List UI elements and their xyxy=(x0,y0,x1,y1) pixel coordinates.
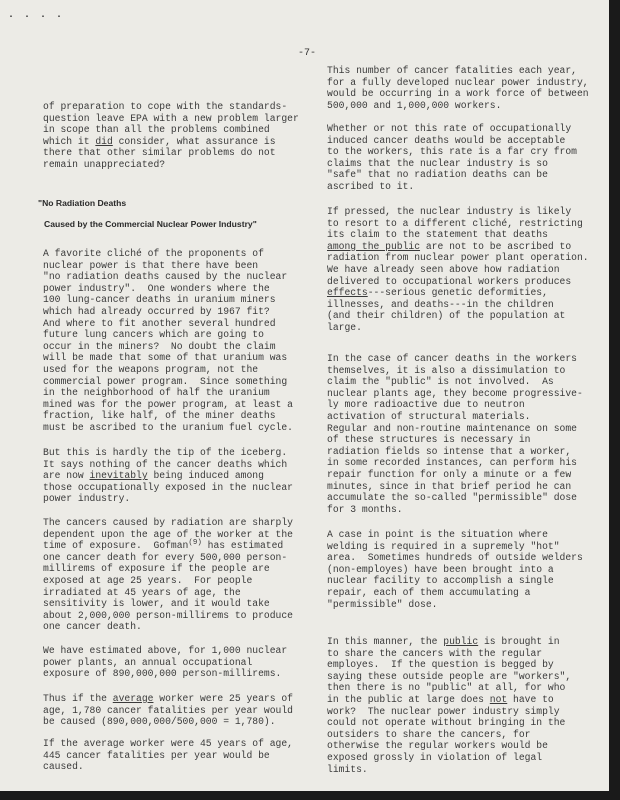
text-line xyxy=(327,399,583,411)
text-segment: If the average worker were 45 years of age, xyxy=(43,738,293,749)
text-line xyxy=(327,492,583,504)
text-segment: in the public at large does xyxy=(327,693,490,705)
text-line xyxy=(327,529,583,541)
text-segment: must be ascribed to the uranium fuel cycle. xyxy=(43,421,293,433)
text-line xyxy=(43,621,293,633)
text-segment: Regular and non-routine maintenance on some xyxy=(327,422,577,434)
text-segment: commercial power program. Since something xyxy=(43,375,288,387)
text-segment: millirems of exposure if the people are xyxy=(43,563,270,575)
text-segment: consider, what assurance is xyxy=(112,135,276,147)
text-segment: which had already occurred by 1967 fit? xyxy=(43,305,270,317)
text-segment: nuclear facility to accomplish a single xyxy=(327,575,554,587)
text-line xyxy=(327,241,589,253)
text-line xyxy=(327,694,571,706)
text-segment: area. Sometimes hundreds of outside welders xyxy=(327,552,583,564)
text-segment: Thus if the xyxy=(43,693,113,704)
text-line xyxy=(327,287,589,299)
text-segment: minutes, since in that brief period he can xyxy=(327,480,572,492)
underlined-text: among the public xyxy=(327,240,421,252)
text-line xyxy=(327,552,583,564)
text-line xyxy=(327,310,589,322)
text-line xyxy=(43,705,293,717)
text-line xyxy=(327,457,583,469)
text-line xyxy=(327,575,583,587)
text-line xyxy=(327,729,571,741)
text-line xyxy=(327,229,589,241)
text-line xyxy=(43,761,293,773)
text-segment: illnesses, and deaths---in the children xyxy=(327,298,554,310)
text-line xyxy=(43,645,287,657)
text-line xyxy=(327,740,571,752)
text-line xyxy=(327,423,583,435)
left-column-paragraph xyxy=(43,738,293,773)
corner-marks: . . . . xyxy=(8,10,65,21)
text-segment: nuclear power is that there have been xyxy=(43,259,259,271)
text-segment: repair, each of them accumulating a xyxy=(327,586,531,598)
text-segment: age, 1,780 cancer fatalities per year would xyxy=(43,704,293,716)
text-line xyxy=(43,750,293,762)
text-line xyxy=(43,113,299,125)
text-segment: If pressed, the nuclear industry is likely xyxy=(327,206,572,217)
text-line xyxy=(43,136,299,148)
text-line xyxy=(327,123,577,135)
text-segment: time of exposure. Gofman xyxy=(43,540,189,552)
text-line xyxy=(43,101,299,113)
text-segment: A favorite cliché of the proponents of xyxy=(43,248,264,259)
text-segment: ---serious genetic deformities, xyxy=(367,287,548,299)
text-segment: claim the "public" is not involved. As xyxy=(327,376,554,388)
text-segment: "no radiation deaths caused by the nuclear xyxy=(43,271,288,283)
text-segment: about 2,000,000 person-millirems to produce xyxy=(43,609,293,621)
text-segment: claims that the nuclear industry is so xyxy=(327,157,548,169)
text-segment: (and their children) of the population at xyxy=(327,310,566,322)
text-line xyxy=(327,469,583,481)
text-segment: "safe" that no radiation deaths can be xyxy=(327,169,548,181)
text-segment: to share the cancers with the regular xyxy=(327,647,543,659)
text-segment: ascribed to it. xyxy=(327,180,415,192)
text-segment: ly more radioactive due to neutron xyxy=(327,399,525,411)
underlined-text: effects xyxy=(327,287,368,299)
text-line xyxy=(327,252,589,264)
text-line xyxy=(327,218,589,230)
text-segment: one cancer death for every 500,000 person- xyxy=(43,551,288,563)
text-line xyxy=(43,587,293,599)
left-column-paragraph xyxy=(43,447,293,505)
text-segment: We have estimated above, for 1,000 nuclear xyxy=(43,645,288,656)
text-segment: irradiated at 45 years of age, the xyxy=(43,586,241,598)
text-line xyxy=(43,260,293,272)
text-line xyxy=(43,598,293,610)
text-segment: We have already seen above how radiation xyxy=(327,263,560,275)
text-line xyxy=(43,575,293,587)
text-line xyxy=(43,352,293,364)
text-segment: outsiders to share the cancers, for xyxy=(327,728,531,740)
text-segment: 100 lung-cancer deaths in uranium miners xyxy=(43,294,276,306)
section-heading-line-2: Caused by the Commercial Nuclear Power Industry" xyxy=(44,219,257,229)
text-segment: have to xyxy=(507,693,554,705)
text-segment: This number of cancer fatalities each year, xyxy=(327,65,577,76)
text-segment: Whether or not this rate of occupationally xyxy=(327,123,572,134)
text-line xyxy=(43,341,293,353)
text-line xyxy=(327,135,577,147)
text-segment: fraction, like half, of the miner deaths xyxy=(43,410,276,422)
text-line xyxy=(43,493,293,505)
page-number: -7- xyxy=(298,48,317,59)
text-line xyxy=(327,636,571,648)
text-segment: of these structures is necessary in xyxy=(327,434,531,446)
text-line xyxy=(327,587,583,599)
text-segment: It says nothing of the cancer deaths which xyxy=(43,458,288,470)
text-line xyxy=(43,716,293,728)
text-segment: nuclear plants age, they become progressive- xyxy=(327,387,583,399)
text-line xyxy=(327,158,577,170)
text-segment: would be occurring in a work force of between xyxy=(327,88,589,100)
text-segment: exposed at age 25 years. For people xyxy=(43,574,253,586)
footnote-reference: (9) xyxy=(188,539,202,548)
text-segment: activation of structural materials. xyxy=(327,410,531,422)
text-segment: being induced among xyxy=(147,470,264,482)
text-segment: one cancer death. xyxy=(43,621,142,633)
text-segment: A case in point is the situation where xyxy=(327,529,548,540)
text-segment: then there is no "public" at all, for who xyxy=(327,682,566,694)
text-line xyxy=(327,146,577,158)
text-segment: In the case of cancer deaths in the workers xyxy=(327,353,577,364)
text-segment: in the neighborhood of half the uranium xyxy=(43,387,270,399)
text-segment: question leave EPA with a new problem larger xyxy=(43,112,299,124)
left-column-paragraph xyxy=(43,101,299,171)
text-segment: The cancers caused by radiation are sharply xyxy=(43,517,293,528)
text-line xyxy=(327,717,571,729)
underlined-text: public xyxy=(443,636,479,647)
text-segment: caused. xyxy=(43,761,84,773)
text-line xyxy=(327,100,589,112)
text-line xyxy=(43,552,293,564)
text-line xyxy=(327,446,583,458)
text-line xyxy=(327,481,583,493)
text-segment: induced cancer deaths would be acceptable xyxy=(327,134,566,146)
section-heading-line-1: "No Radiation Deaths xyxy=(38,198,127,208)
text-segment: radiation from nuclear power plant operation. xyxy=(327,252,589,264)
text-segment: In this manner, the xyxy=(327,636,444,647)
text-segment: in scope than all the problems combined xyxy=(43,124,270,136)
text-segment: remain unappreciated? xyxy=(43,158,166,170)
text-line xyxy=(43,482,293,494)
text-segment: welding is required in a supremely "hot" xyxy=(327,540,560,552)
text-segment: 500,000 and 1,000,000 workers. xyxy=(327,99,502,111)
text-segment: sensitivity is lower, and it would take xyxy=(43,598,270,610)
text-segment: future lung cancers which are going to xyxy=(43,329,264,341)
text-line xyxy=(43,529,293,541)
left-column-paragraph xyxy=(43,517,293,633)
text-line xyxy=(43,517,293,529)
text-line xyxy=(327,264,589,276)
text-line xyxy=(327,88,589,100)
text-line xyxy=(327,77,589,89)
text-line xyxy=(43,294,293,306)
text-line xyxy=(43,540,293,552)
left-column-paragraph xyxy=(43,248,293,434)
text-line xyxy=(43,610,293,622)
text-line xyxy=(43,693,293,705)
text-line xyxy=(43,399,293,411)
text-segment: accumulate the so-called "permissible" dose xyxy=(327,492,577,504)
text-line xyxy=(327,181,577,193)
text-line xyxy=(43,470,293,482)
text-line xyxy=(327,648,571,660)
text-segment: 445 cancer fatalities per year would be xyxy=(43,749,270,761)
text-segment: radiation fields so intense that a worker, xyxy=(327,445,572,457)
text-line xyxy=(43,422,293,434)
text-line xyxy=(43,364,293,376)
right-column-paragraph xyxy=(327,529,583,610)
text-segment: large. xyxy=(327,321,362,333)
text-line xyxy=(43,657,287,669)
text-line xyxy=(327,365,583,377)
right-column-paragraph xyxy=(327,206,589,334)
text-segment: "permissible" dose. xyxy=(327,598,438,610)
text-segment: has estimated xyxy=(201,540,284,552)
right-column-paragraph xyxy=(327,123,577,193)
text-segment: for a fully developed nuclear power industry, xyxy=(327,76,589,88)
text-line xyxy=(327,388,583,400)
text-line xyxy=(327,671,571,683)
text-segment: will be made that some of that uranium was xyxy=(43,352,288,364)
text-segment: And where to fit another several hundred xyxy=(43,317,276,329)
text-line xyxy=(327,65,589,77)
text-segment: work? The nuclear power industry simply xyxy=(327,705,560,717)
text-line xyxy=(43,410,293,422)
text-line xyxy=(327,169,577,181)
text-line xyxy=(43,124,299,136)
text-line xyxy=(43,329,293,341)
text-segment: limits. xyxy=(327,763,368,775)
text-segment: themselves, it is also a dissimulation to xyxy=(327,364,566,376)
text-segment: power industry. xyxy=(43,493,131,505)
text-line xyxy=(327,752,571,764)
text-segment: dependent upon the age of the worker at the xyxy=(43,528,293,540)
text-segment: saying these outside people are "workers", xyxy=(327,670,572,682)
text-line xyxy=(327,299,589,311)
text-segment: repair function for only a minute or a few xyxy=(327,468,572,480)
text-segment: But this is hardly the tip of the iceberg. xyxy=(43,447,288,458)
text-line xyxy=(43,387,293,399)
text-line xyxy=(43,668,287,680)
text-segment: are now xyxy=(43,470,90,482)
right-column-paragraph xyxy=(327,636,571,775)
underlined-text: not xyxy=(489,693,508,705)
text-line xyxy=(43,459,293,471)
text-line xyxy=(327,682,571,694)
text-segment: are not to be ascribed to xyxy=(420,240,572,252)
text-line xyxy=(43,283,293,295)
text-segment: worker were 25 years of xyxy=(153,693,293,704)
text-segment: could not operate without bringing in the xyxy=(327,717,566,729)
text-line xyxy=(327,376,583,388)
text-segment: delivered to occupational workers produces xyxy=(327,275,572,287)
text-line xyxy=(327,564,583,576)
text-segment: mined was for the power program, at least a xyxy=(43,398,293,410)
left-column-paragraph xyxy=(43,693,293,728)
right-column-paragraph xyxy=(327,353,583,515)
text-line xyxy=(327,541,583,553)
text-line xyxy=(327,599,583,611)
text-line xyxy=(43,306,293,318)
text-line xyxy=(43,738,293,750)
right-column-paragraph xyxy=(327,65,589,111)
text-segment: be caused (890,000,000/500,000 = 1,780). xyxy=(43,716,276,728)
text-line xyxy=(327,322,589,334)
text-line xyxy=(327,411,583,423)
text-line xyxy=(327,276,589,288)
text-line xyxy=(327,353,583,365)
text-line xyxy=(43,447,293,459)
text-line xyxy=(43,563,293,575)
text-segment: for 3 months. xyxy=(327,503,403,515)
text-segment: which it xyxy=(43,135,96,147)
text-segment: occur in the miners? No doubt the claim xyxy=(43,340,276,352)
text-line xyxy=(43,318,293,330)
text-segment: there that other similar problems do not xyxy=(43,147,276,159)
text-segment: exposed grossly in violation of legal xyxy=(327,751,543,763)
text-segment: those occupationally exposed in the nuclear xyxy=(43,481,293,493)
text-segment: used for the weapons program, not the xyxy=(43,363,259,375)
text-line xyxy=(43,248,293,260)
text-line xyxy=(43,159,299,171)
text-line xyxy=(327,206,589,218)
text-segment: its claim to the statement that deaths xyxy=(327,229,548,241)
underlined-text: inevitably xyxy=(89,470,148,482)
text-segment: in some recorded instances, can perform his xyxy=(327,457,577,469)
text-segment: (non-employes) have been brought into a xyxy=(327,563,554,575)
text-segment: of preparation to cope with the standards- xyxy=(43,101,288,112)
text-segment: exposure of 890,000,000 person-millirems. xyxy=(43,668,282,680)
text-segment: to the workers, this rate is a far cry from xyxy=(327,146,577,158)
text-line xyxy=(327,659,571,671)
text-segment: power plants, an annual occupational xyxy=(43,656,253,668)
text-line xyxy=(327,504,583,516)
left-column-paragraph xyxy=(43,645,287,680)
text-segment: is brought in xyxy=(478,636,560,647)
text-line xyxy=(43,271,293,283)
text-line xyxy=(327,764,571,776)
text-line xyxy=(43,147,299,159)
text-line xyxy=(327,706,571,718)
text-segment: employes. If the question is begged by xyxy=(327,659,554,671)
text-segment: power industry". One wonders where the xyxy=(43,282,270,294)
text-line xyxy=(43,376,293,388)
text-segment: otherwise the regular workers would be xyxy=(327,740,548,752)
underlined-text: did xyxy=(95,135,113,147)
underlined-text: average xyxy=(112,693,154,704)
text-line xyxy=(327,434,583,446)
text-segment: to resort to a different cliché, restricting xyxy=(327,217,583,229)
